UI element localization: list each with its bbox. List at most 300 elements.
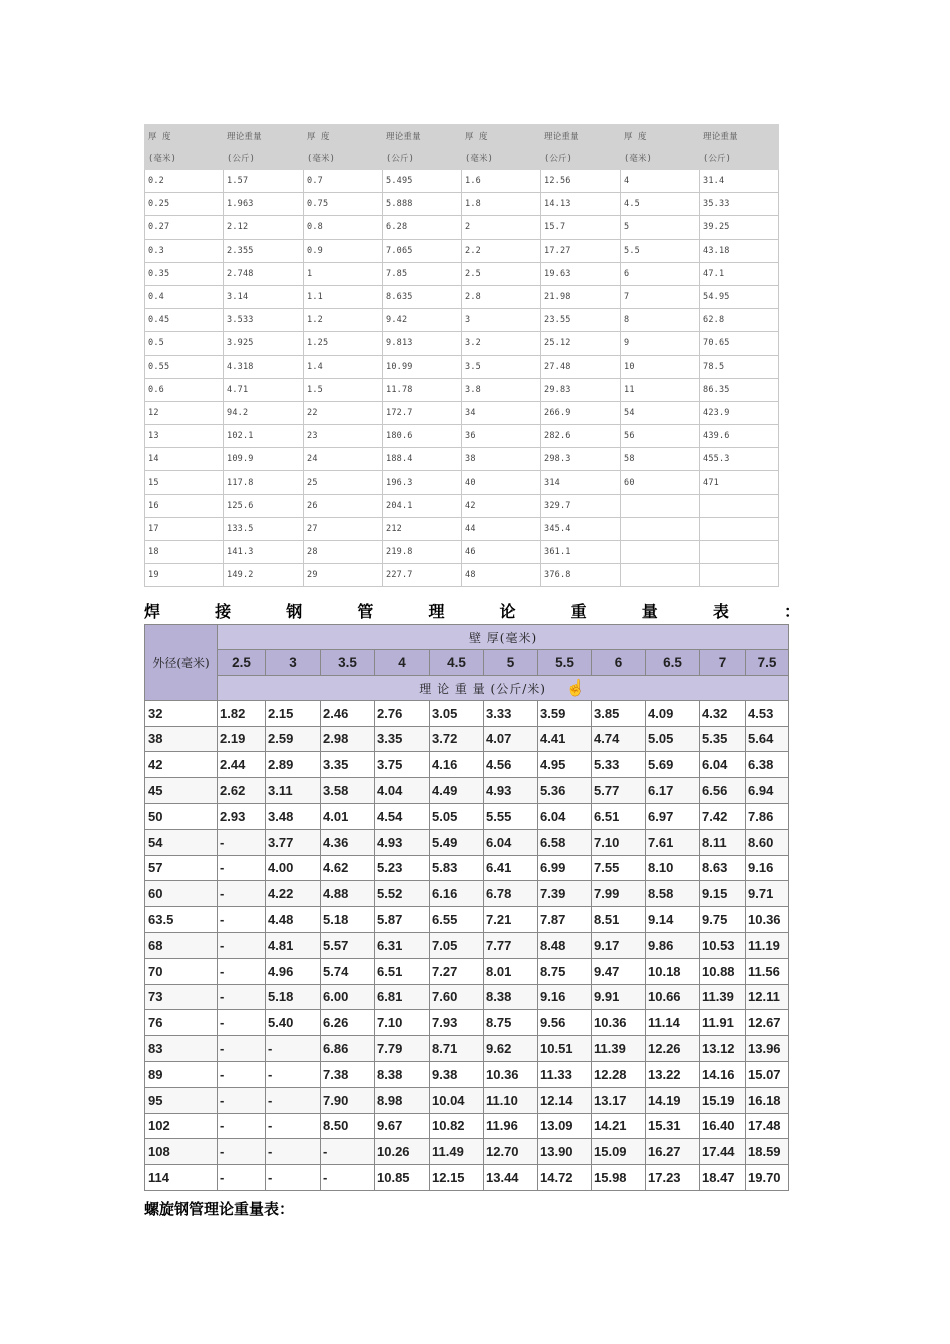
od-cell: 114 — [145, 1165, 218, 1191]
table-cell: 15 — [145, 471, 224, 494]
weight-cell: 4.74 — [592, 726, 646, 752]
table-cell: 28 — [304, 541, 383, 564]
table-cell: 70.65 — [700, 332, 779, 355]
table-cell: 266.9 — [541, 401, 621, 424]
table-cell: 36 — [462, 425, 541, 448]
weight-cell: 13.44 — [484, 1165, 538, 1191]
weight-cell: - — [266, 1113, 321, 1139]
weight-cell: 6.99 — [538, 855, 592, 881]
weight-cell: 6.04 — [484, 829, 538, 855]
od-cell: 95 — [145, 1087, 218, 1113]
table-row — [145, 425, 779, 448]
header-cell: 厚 度 — [462, 125, 541, 148]
weight-cell: 4.88 — [321, 881, 375, 907]
header-cell: (公斤) — [541, 147, 621, 170]
table-cell: 423.9 — [700, 401, 779, 424]
weight-cell: 9.67 — [375, 1113, 430, 1139]
weight-cell: 16.27 — [646, 1139, 700, 1165]
weight-cell: 10.85 — [375, 1165, 430, 1191]
weight-header — [218, 675, 789, 700]
heading-char: 量 — [641, 602, 658, 621]
weight-header-label: 理 论 重 量 (公斤/米) — [419, 682, 546, 697]
table-cell: 196.3 — [383, 471, 462, 494]
weight-cell: - — [218, 1010, 266, 1036]
thickness-cell: 6.5 — [646, 650, 700, 676]
weight-cell: 14.16 — [700, 1061, 746, 1087]
weight-cell: 6.41 — [484, 855, 538, 881]
weight-cell: 4.22 — [266, 881, 321, 907]
weight-cell: 12.67 — [746, 1010, 789, 1036]
header-cell: (公斤) — [383, 147, 462, 170]
table-cell: 27.48 — [541, 355, 621, 378]
weight-cell: 2.62 — [218, 778, 266, 804]
table-cell: 455.3 — [700, 448, 779, 471]
table-cell: 1 — [304, 262, 383, 285]
table-cell: 0.55 — [145, 355, 224, 378]
weight-cell: 5.74 — [321, 958, 375, 984]
weight-cell: 5.18 — [266, 984, 321, 1010]
table-cell: 13 — [145, 425, 224, 448]
weight-cell: 11.56 — [746, 958, 789, 984]
table-row — [145, 803, 789, 829]
weight-cell: 11.91 — [700, 1010, 746, 1036]
table-cell — [700, 517, 779, 540]
weight-cell: 8.51 — [592, 907, 646, 933]
heading-char: 重 — [570, 602, 587, 621]
weight-cell: 11.10 — [484, 1087, 538, 1113]
weight-cell: 9.15 — [700, 881, 746, 907]
weight-cell: 8.50 — [321, 1113, 375, 1139]
weight-cell: 8.11 — [700, 829, 746, 855]
weight-cell: - — [218, 1036, 266, 1062]
table-row — [145, 1036, 789, 1062]
weight-cell: 12.28 — [592, 1061, 646, 1087]
table-cell: 2.5 — [462, 262, 541, 285]
table-cell: 43.18 — [700, 239, 779, 262]
weight-cell: 9.38 — [430, 1061, 484, 1087]
table-cell: 204.1 — [383, 494, 462, 517]
weight-cell: 7.55 — [592, 855, 646, 881]
table-cell: 4.318 — [224, 355, 304, 378]
weight-cell: 8.71 — [430, 1036, 484, 1062]
table-cell: 7.065 — [383, 239, 462, 262]
weight-cell: 12.70 — [484, 1139, 538, 1165]
weight-cell: 13.96 — [746, 1036, 789, 1062]
weight-cell: 3.77 — [266, 829, 321, 855]
heading-char: 论 — [499, 602, 516, 621]
weight-cell: 16.40 — [700, 1113, 746, 1139]
weight-cell: - — [266, 1036, 321, 1062]
table-cell: 6.28 — [383, 216, 462, 239]
od-cell: 68 — [145, 932, 218, 958]
weight-cell: 9.91 — [592, 984, 646, 1010]
weight-cell: 11.96 — [484, 1113, 538, 1139]
table-row — [145, 855, 789, 881]
table-cell: 2.748 — [224, 262, 304, 285]
table-cell: 1.6 — [462, 170, 541, 193]
weight-cell: 4.54 — [375, 803, 430, 829]
table-cell: 1.25 — [304, 332, 383, 355]
table-row — [145, 700, 789, 726]
weight-cell: 6.16 — [430, 881, 484, 907]
header-cell: (毫米) — [621, 147, 700, 170]
table-cell: 58 — [621, 448, 700, 471]
table-cell: 62.8 — [700, 309, 779, 332]
header-cell: 理论重量 — [383, 125, 462, 148]
table-cell: 102.1 — [224, 425, 304, 448]
table-cell: 12 — [145, 401, 224, 424]
weight-cell: 8.38 — [375, 1061, 430, 1087]
weight-cell: 15.07 — [746, 1061, 789, 1087]
header-cell: 理论重量 — [541, 125, 621, 148]
weight-cell: 10.26 — [375, 1139, 430, 1165]
weight-cell: 4.04 — [375, 778, 430, 804]
weight-cell: 8.01 — [484, 958, 538, 984]
weight-cell: 10.66 — [646, 984, 700, 1010]
weight-cell: 4.36 — [321, 829, 375, 855]
table-cell: 180.6 — [383, 425, 462, 448]
thickness-header: 壁 厚(毫米) — [218, 625, 789, 650]
od-cell: 76 — [145, 1010, 218, 1036]
weight-cell: 8.58 — [646, 881, 700, 907]
weight-cell: 2.89 — [266, 752, 321, 778]
table-cell: 1.5 — [304, 378, 383, 401]
heading-char: 表 — [712, 602, 729, 621]
table-cell: 376.8 — [541, 564, 621, 587]
weight-cell: 15.98 — [592, 1165, 646, 1191]
table-cell: 19 — [145, 564, 224, 587]
table-cell: 14.13 — [541, 193, 621, 216]
weight-cell: 9.14 — [646, 907, 700, 933]
od-cell: 38 — [145, 726, 218, 752]
table-cell — [700, 564, 779, 587]
welded-pipe-heading — [144, 600, 800, 624]
weight-cell: 5.77 — [592, 778, 646, 804]
table-cell: 5 — [621, 216, 700, 239]
weight-cell: 1.82 — [218, 700, 266, 726]
table-cell: 11 — [621, 378, 700, 401]
weight-cell: 9.16 — [538, 984, 592, 1010]
weight-cell: 11.49 — [430, 1139, 484, 1165]
header-cell: 厚 度 — [145, 125, 224, 148]
table-header-row — [145, 125, 779, 148]
table-cell: 298.3 — [541, 448, 621, 471]
header-cell: 理论重量 — [224, 125, 304, 148]
table-cell: 1.57 — [224, 170, 304, 193]
table-cell: 9.813 — [383, 332, 462, 355]
table-cell: 19.63 — [541, 262, 621, 285]
table-row — [145, 932, 789, 958]
weight-cell: 13.17 — [592, 1087, 646, 1113]
weight-cell: 3.59 — [538, 700, 592, 726]
od-cell: 42 — [145, 752, 218, 778]
weight-cell: 4.41 — [538, 726, 592, 752]
table-cell: 25 — [304, 471, 383, 494]
weight-cell: 5.83 — [430, 855, 484, 881]
weight-cell: 9.56 — [538, 1010, 592, 1036]
weight-cell: 11.39 — [592, 1036, 646, 1062]
weight-cell: 3.58 — [321, 778, 375, 804]
weight-cell: 2.76 — [375, 700, 430, 726]
table-cell — [621, 494, 700, 517]
weight-cell: 7.79 — [375, 1036, 430, 1062]
weight-cell: 4.53 — [746, 700, 789, 726]
weight-cell: 7.77 — [484, 932, 538, 958]
table-cell: 141.3 — [224, 541, 304, 564]
weight-cell: 9.47 — [592, 958, 646, 984]
od-cell: 73 — [145, 984, 218, 1010]
table-row — [145, 355, 779, 378]
weight-cell: 8.63 — [700, 855, 746, 881]
header-cell: (毫米) — [304, 147, 383, 170]
weight-cell: 6.94 — [746, 778, 789, 804]
thickness-cell: 4 — [375, 650, 430, 676]
weight-cell: 6.55 — [430, 907, 484, 933]
weight-cell: 4.96 — [266, 958, 321, 984]
od-cell: 83 — [145, 1036, 218, 1062]
weight-cell: 5.87 — [375, 907, 430, 933]
weight-cell: 2.98 — [321, 726, 375, 752]
weight-cell: 9.17 — [592, 932, 646, 958]
weight-cell: 10.53 — [700, 932, 746, 958]
weight-cell: - — [218, 1061, 266, 1087]
heading-char: 钢 — [286, 602, 303, 621]
weight-cell: 10.36 — [592, 1010, 646, 1036]
table-row — [145, 1087, 789, 1113]
weight-cell: 7.61 — [646, 829, 700, 855]
weight-cell: 7.10 — [375, 1010, 430, 1036]
weight-cell: 16.18 — [746, 1087, 789, 1113]
weight-cell: 5.40 — [266, 1010, 321, 1036]
table-cell: 345.4 — [541, 517, 621, 540]
weight-cell: 5.33 — [592, 752, 646, 778]
table-cell: 10 — [621, 355, 700, 378]
weight-cell: 17.48 — [746, 1113, 789, 1139]
table-row — [145, 170, 779, 193]
table-cell: 0.25 — [145, 193, 224, 216]
weight-cell: 6.26 — [321, 1010, 375, 1036]
od-cell: 60 — [145, 881, 218, 907]
table-row — [145, 494, 779, 517]
table-cell: 1.8 — [462, 193, 541, 216]
table-cell: 2.355 — [224, 239, 304, 262]
weight-cell: 10.51 — [538, 1036, 592, 1062]
weight-cell: 7.42 — [700, 803, 746, 829]
table-cell: 78.5 — [700, 355, 779, 378]
heading-char: ： — [784, 602, 801, 621]
table-cell: 8 — [621, 309, 700, 332]
table-row — [145, 726, 789, 752]
table-cell: 0.45 — [145, 309, 224, 332]
weight-cell: 13.90 — [538, 1139, 592, 1165]
weight-cell: 8.75 — [484, 1010, 538, 1036]
weight-cell: 6.86 — [321, 1036, 375, 1062]
thickness-cell: 5 — [484, 650, 538, 676]
weight-cell: 5.52 — [375, 881, 430, 907]
weight-cell: 18.59 — [746, 1139, 789, 1165]
table-row — [145, 881, 789, 907]
table-row — [145, 262, 779, 285]
table-cell: 227.7 — [383, 564, 462, 587]
table-cell: 1.4 — [304, 355, 383, 378]
weight-cell: - — [218, 1113, 266, 1139]
weight-cell: - — [218, 1165, 266, 1191]
table-row — [145, 541, 779, 564]
heading-char: 接 — [215, 602, 232, 621]
weight-cell: - — [321, 1165, 375, 1191]
weight-cell: - — [266, 1139, 321, 1165]
weight-cell: - — [218, 1087, 266, 1113]
weight-cell: 7.86 — [746, 803, 789, 829]
weight-cell: 6.97 — [646, 803, 700, 829]
weight-cell: 4.93 — [484, 778, 538, 804]
weight-cell: 7.05 — [430, 932, 484, 958]
table-cell: 29.83 — [541, 378, 621, 401]
table-cell — [621, 564, 700, 587]
od-cell: 89 — [145, 1061, 218, 1087]
header-cell: (公斤) — [224, 147, 304, 170]
weight-cell: 6.78 — [484, 881, 538, 907]
od-cell: 50 — [145, 803, 218, 829]
weight-cell: 7.27 — [430, 958, 484, 984]
weight-cell: 9.71 — [746, 881, 789, 907]
weight-cell: 17.23 — [646, 1165, 700, 1191]
table-cell: 471 — [700, 471, 779, 494]
weight-cell: 5.49 — [430, 829, 484, 855]
table-row — [145, 829, 789, 855]
table-cell — [700, 494, 779, 517]
weight-cell: 12.11 — [746, 984, 789, 1010]
table-row — [145, 401, 779, 424]
table-cell: 42 — [462, 494, 541, 517]
table-cell: 18 — [145, 541, 224, 564]
table-cell — [621, 541, 700, 564]
table-cell: 0.2 — [145, 170, 224, 193]
table-cell: 35.33 — [700, 193, 779, 216]
table-cell: 212 — [383, 517, 462, 540]
weight-cell: 3.05 — [430, 700, 484, 726]
table-row — [145, 285, 779, 308]
table-cell: 3.5 — [462, 355, 541, 378]
weight-cell: 4.56 — [484, 752, 538, 778]
od-cell: 70 — [145, 958, 218, 984]
weight-cell: 13.22 — [646, 1061, 700, 1087]
thickness-cell: 3 — [266, 650, 321, 676]
od-cell: 108 — [145, 1139, 218, 1165]
table-cell — [621, 517, 700, 540]
weight-cell: 19.70 — [746, 1165, 789, 1191]
table-row — [145, 1165, 789, 1191]
table-cell: 12.56 — [541, 170, 621, 193]
heading-char: 焊 — [144, 602, 161, 621]
weight-cell: 11.39 — [700, 984, 746, 1010]
table-cell: 3.2 — [462, 332, 541, 355]
table-cell: 2.2 — [462, 239, 541, 262]
weight-cell: 6.04 — [538, 803, 592, 829]
table-row — [145, 216, 779, 239]
weight-cell: 4.16 — [430, 752, 484, 778]
table-cell: 22 — [304, 401, 383, 424]
od-cell: 102 — [145, 1113, 218, 1139]
table-cell: 6 — [621, 262, 700, 285]
od-cell: 32 — [145, 700, 218, 726]
table-cell: 439.6 — [700, 425, 779, 448]
table-cell: 0.7 — [304, 170, 383, 193]
weight-cell: 13.09 — [538, 1113, 592, 1139]
weight-cell: 3.35 — [321, 752, 375, 778]
weight-cell: 17.44 — [700, 1139, 746, 1165]
weight-cell: 9.86 — [646, 932, 700, 958]
table-cell — [700, 541, 779, 564]
table-cell: 0.5 — [145, 332, 224, 355]
table-cell: 8.635 — [383, 285, 462, 308]
table-row — [145, 1061, 789, 1087]
table-cell: 2.12 — [224, 216, 304, 239]
weight-cell: 13.12 — [700, 1036, 746, 1062]
weight-cell: 15.31 — [646, 1113, 700, 1139]
weight-cell: 10.82 — [430, 1113, 484, 1139]
table-cell: 54 — [621, 401, 700, 424]
weight-cell: 4.09 — [646, 700, 700, 726]
weight-cell: 5.23 — [375, 855, 430, 881]
table-cell: 40 — [462, 471, 541, 494]
weight-cell: 2.46 — [321, 700, 375, 726]
weight-cell: 2.19 — [218, 726, 266, 752]
od-cell: 57 — [145, 855, 218, 881]
table-cell: 4 — [621, 170, 700, 193]
weight-cell: 9.16 — [746, 855, 789, 881]
od-cell: 45 — [145, 778, 218, 804]
weight-cell: 7.21 — [484, 907, 538, 933]
weight-cell: 18.47 — [700, 1165, 746, 1191]
weight-cell: - — [266, 1087, 321, 1113]
weight-cell: 4.62 — [321, 855, 375, 881]
od-cell: 63.5 — [145, 907, 218, 933]
weight-cell: 6.00 — [321, 984, 375, 1010]
weight-cell: 3.85 — [592, 700, 646, 726]
weight-cell: 6.17 — [646, 778, 700, 804]
header-cell: 理论重量 — [700, 125, 779, 148]
table-cell: 31.4 — [700, 170, 779, 193]
table-cell: 5.5 — [621, 239, 700, 262]
thickness-cell: 7 — [700, 650, 746, 676]
thickness-cell: 6 — [592, 650, 646, 676]
weight-cell: 2.44 — [218, 752, 266, 778]
weight-cell: 7.99 — [592, 881, 646, 907]
thickness-cell: 2.5 — [218, 650, 266, 676]
table-cell: 16 — [145, 494, 224, 517]
table-cell: 3.14 — [224, 285, 304, 308]
weight-cell: 8.48 — [538, 932, 592, 958]
weight-cell: 12.26 — [646, 1036, 700, 1062]
weight-cell: 14.72 — [538, 1165, 592, 1191]
weight-cell: 3.33 — [484, 700, 538, 726]
weight-cell: 7.39 — [538, 881, 592, 907]
weight-cell: 4.49 — [430, 778, 484, 804]
table-cell: 149.2 — [224, 564, 304, 587]
table-cell: 21.98 — [541, 285, 621, 308]
table-cell: 361.1 — [541, 541, 621, 564]
table-cell: 3.533 — [224, 309, 304, 332]
table-cell: 0.4 — [145, 285, 224, 308]
weight-cell: 6.38 — [746, 752, 789, 778]
weight-cell: 4.95 — [538, 752, 592, 778]
table-cell: 25.12 — [541, 332, 621, 355]
header-cell: 厚 度 — [304, 125, 383, 148]
table-cell: 24 — [304, 448, 383, 471]
weight-cell: 6.56 — [700, 778, 746, 804]
table-cell: 188.4 — [383, 448, 462, 471]
